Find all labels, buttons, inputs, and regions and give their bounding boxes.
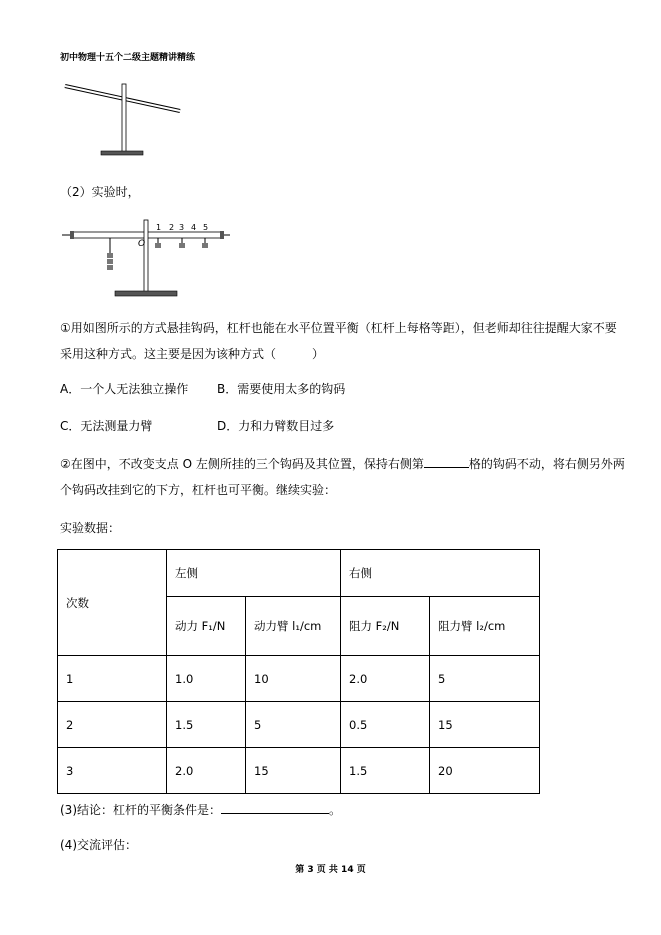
page-header: 初中物理十五个二级主题精讲精练 — [60, 53, 196, 63]
answer-blank[interactable] — [221, 813, 329, 814]
cell: 5 — [246, 702, 341, 748]
header-count: 次数 — [58, 550, 167, 656]
page-footer: 第 3 页 共 14 页 — [295, 865, 366, 875]
option-c: C．无法测量力臂 — [60, 419, 153, 433]
q2-text — [60, 455, 625, 472]
part4-label: (4)交流评估： — [60, 838, 137, 852]
header-right: 右侧 — [341, 550, 540, 597]
mark-label: 1 — [156, 223, 162, 232]
tilted-lever-figure — [60, 78, 190, 163]
subheader: 阻力臂 l₂/cm — [430, 597, 540, 656]
subheader: 阻力 F₂/N — [341, 597, 430, 656]
cell: 15 — [246, 748, 341, 794]
data-table — [57, 549, 540, 794]
table-row — [58, 656, 540, 702]
q2-text-b: 格的钩码不动，将右侧另外两 — [468, 457, 625, 471]
cell: 2.0 — [341, 656, 430, 702]
mark-label: 3 — [179, 223, 185, 232]
mark-label: 4 — [191, 223, 197, 232]
option-b: B．需要使用太多的钩码 — [217, 382, 346, 396]
conclusion — [60, 801, 341, 818]
cell: 5 — [430, 656, 540, 702]
data-label: 实验数据： — [60, 521, 121, 535]
q2-text-a: ②在图中，不改变支点 O 左侧所挂的三个钩码及其位置，保持右侧第 — [60, 457, 424, 471]
pivot-label: O — [138, 239, 146, 249]
cell: 2 — [58, 702, 167, 748]
horizontal-lever-figure — [60, 215, 240, 300]
q2-text: 个钩码改挂到它的下方，杠杆也可平衡。继续实验： — [60, 483, 337, 497]
mark-label: 5 — [203, 223, 209, 232]
cell: 20 — [430, 748, 540, 794]
cell: 0.5 — [341, 702, 430, 748]
subheader: 动力 F₁/N — [167, 597, 246, 656]
table-row — [58, 702, 540, 748]
cell: 10 — [246, 656, 341, 702]
subheader: 动力臂 l₁/cm — [246, 597, 341, 656]
q1-text: 采用这种方式。这主要是因为该种方式（ ） — [60, 347, 325, 361]
mark-label: 2 — [169, 223, 175, 232]
cell: 1 — [58, 656, 167, 702]
cell: 15 — [430, 702, 540, 748]
q1-text: ①用如图所示的方式悬挂钩码，杠杆也能在水平位置平衡（杠杆上每格等距），但老师却往往提醒大家不要 — [60, 321, 617, 335]
conclusion-text: (3)结论：杠杆的平衡条件是： — [60, 803, 221, 817]
part2-label: （2）实验时， — [60, 185, 140, 199]
cell: 1.5 — [341, 748, 430, 794]
cell: 1.0 — [167, 656, 246, 702]
cell: 3 — [58, 748, 167, 794]
option-d: D．力和力臂数目过多 — [217, 419, 335, 433]
answer-blank[interactable] — [424, 467, 469, 468]
option-a: A．一个人无法独立操作 — [60, 382, 189, 396]
cell: 1.5 — [167, 702, 246, 748]
conclusion-suffix: 。 — [329, 803, 342, 817]
header-left: 左侧 — [167, 550, 341, 597]
table-row — [58, 748, 540, 794]
cell: 2.0 — [167, 748, 246, 794]
